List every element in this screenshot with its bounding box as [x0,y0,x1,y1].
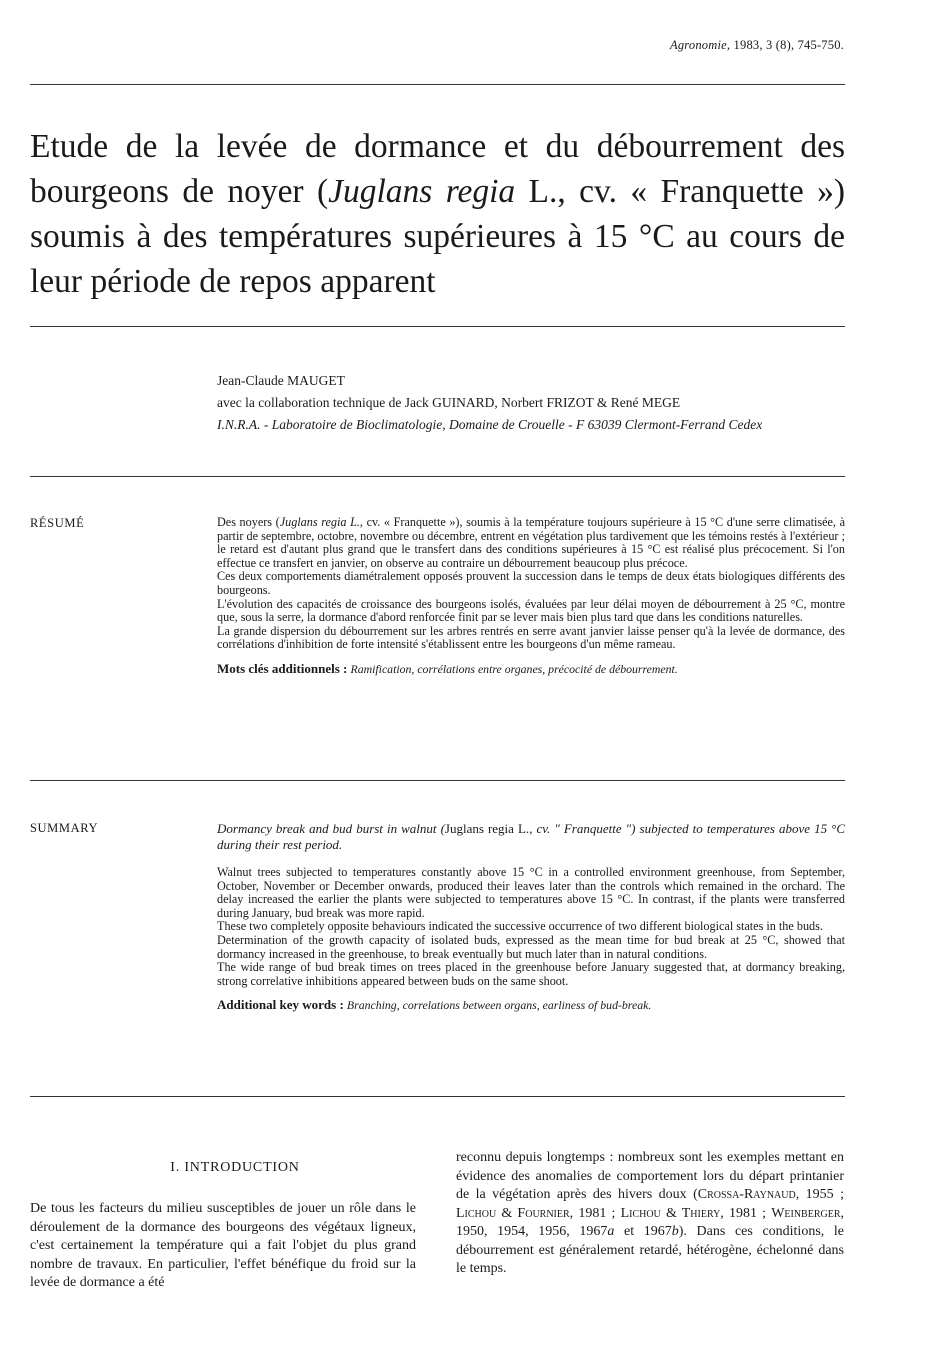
section-heading: I. INTRODUCTION [170,1160,300,1175]
resume-paragraph: Ces deux comportements diamétralement opposés prouvent la succession dans le temps de deux états biologiques différents des bourgeons. [217,569,845,597]
resume-paragraph: Des noyers (Juglans regia L., cv. « Franquette »), soumis à la température toujours supérieure à 15 °C d'une serre climatisée, à partir de septembre, octobre, novembre ou décembre, entrent en végétation plus tardivement que les témoins restés à l'extérieur ; le retard est d'autant plus grand que le transfert dans des conditions supérieures à 15 °C est réalisé plus précocement. Si l'on effectue ce transfert en janvier, on observe au contraire un débourrement beaucoup plus précoce. [217,515,845,570]
citation: Lichou & Thiery [620,1205,721,1221]
authors-rule [30,476,845,477]
intro-left-column [30,1200,416,1293]
summary-paragraph: Walnut trees subjected to temperatures constantly above 15 °C in a controlled environment greenhouse, from September, October, November or December onwards, produced their leaves later than the controls which remained in the orchard. The delay increased the earlier the plants were subjected to temperatures above 15 °C. In contrast, if the plants were transferred during January, bud break was more rapid. [217,865,845,920]
paper-title: Etude de la levée de dormance et du débourrement des bourgeons de noyer (Juglans regia L., cv. « Franquette ») soumis à des températures supérieures à 15 °C au cours de leur période de repos apparent [30,128,845,300]
summary-paragraph: Determination of the growth capacity of isolated buds, expressed as the mean time for bud break at 25 °C, showed that dormancy increased in the greenhouse, to break eventually but much later than in natural conditions. [217,932,845,961]
resume-paragraph: L'évolution des capacités de croissance des bourgeons isolés, évaluées par leur délai moyen de débourrement à 25 °C, montre que, sous la serre, la dormance d'abord renforcée finit par se lever mais bien plus tard que dans les conditions naturelles. [217,596,845,625]
citation: Lichou & Fournier [456,1205,570,1221]
summary-paragraph: The wide range of bud break times on trees placed in the greenhouse before January suggested that, at dormancy breaking, strong correlative inhibitions appeared between buds on the same shoot. [217,960,845,988]
summary-title: Dormancy break and bud burst in walnut (Juglans regia L., cv. " Franquette ") subjected to temperatures above 15 °C during their rest period. [217,821,845,852]
summary-paragraph: These two completely opposite behaviours indicated the successive occurrence of two different biological states in the buds. [217,919,823,934]
citation: Crossa-Raynaud [697,1187,796,1202]
journal-details: 1983, 3 (8), 745-750. [733,38,844,52]
intro-right-column [456,1149,844,1279]
summary-rule [30,1096,845,1097]
top-rule [30,84,845,85]
summary-label: SUMMARY [30,821,99,835]
title-species: Juglans regia [328,173,516,210]
title-rule [30,326,845,327]
summary-body [217,866,845,1013]
author-block [217,370,762,436]
resume-label: RÉSUMÉ [30,516,85,530]
summary-keywords: Additional key words : Branching, correlations between organs, earliness of bud-break. [217,997,652,1013]
intro-paragraph-continued: reconnu depuis longtemps : nombreux sont les exemples mettant en évidence des anomalies de comportement lors du départ printanier de la végétation après des hivers doux (Crossa-Raynaud, 1955 ; Lichou & Fournier, 1981 ; Lichou & Thiery, 1981 ; Weinberger, 1950, 1954, 1956, 1967a et 1967b). Dans ces conditions, le débourrement est généralement retardé, hétérogène, échelonné dans le temps. [456,1150,845,1276]
resume-rule [30,780,845,781]
journal-reference [670,38,844,53]
collaboration-line: avec la collaboration technique de Jack GUINARD, Norbert FRIZOT & René MEGE [217,395,681,410]
journal-name: Agronomie, [670,38,731,52]
author-name: Jean-Claude MAUGET [217,373,345,388]
citation: Weinberger [771,1205,841,1221]
resume-body [217,516,845,677]
resume-keywords: Mots clés additionnels : Ramification, corrélations entre organes, précocité de débourrement. [217,660,678,676]
affiliation: I.N.R.A. - Laboratoire de Bioclimatologie, Domaine de Crouelle - F 63039 Clermont-Ferrand Cedex [217,417,763,432]
resume-paragraph: La grande dispersion du débourrement sur les arbres rentrés en serre avant janvier laisse penser qu'à la levée de dormance, des corrélations d'inhibition de forte intensité s'établissent entre les bourgeons d'un même rameau. [217,623,845,652]
intro-paragraph: De tous les facteurs du milieu susceptibles de jouer un rôle dans le déroulement de la dormance des bourgeons des végétaux ligneux, c'est certainement la température qui a fait l'objet du plus grand nombre de travaux. En particulier, l'effet bénéfique du froid sur la levée de dormance a été [30,1201,416,1290]
